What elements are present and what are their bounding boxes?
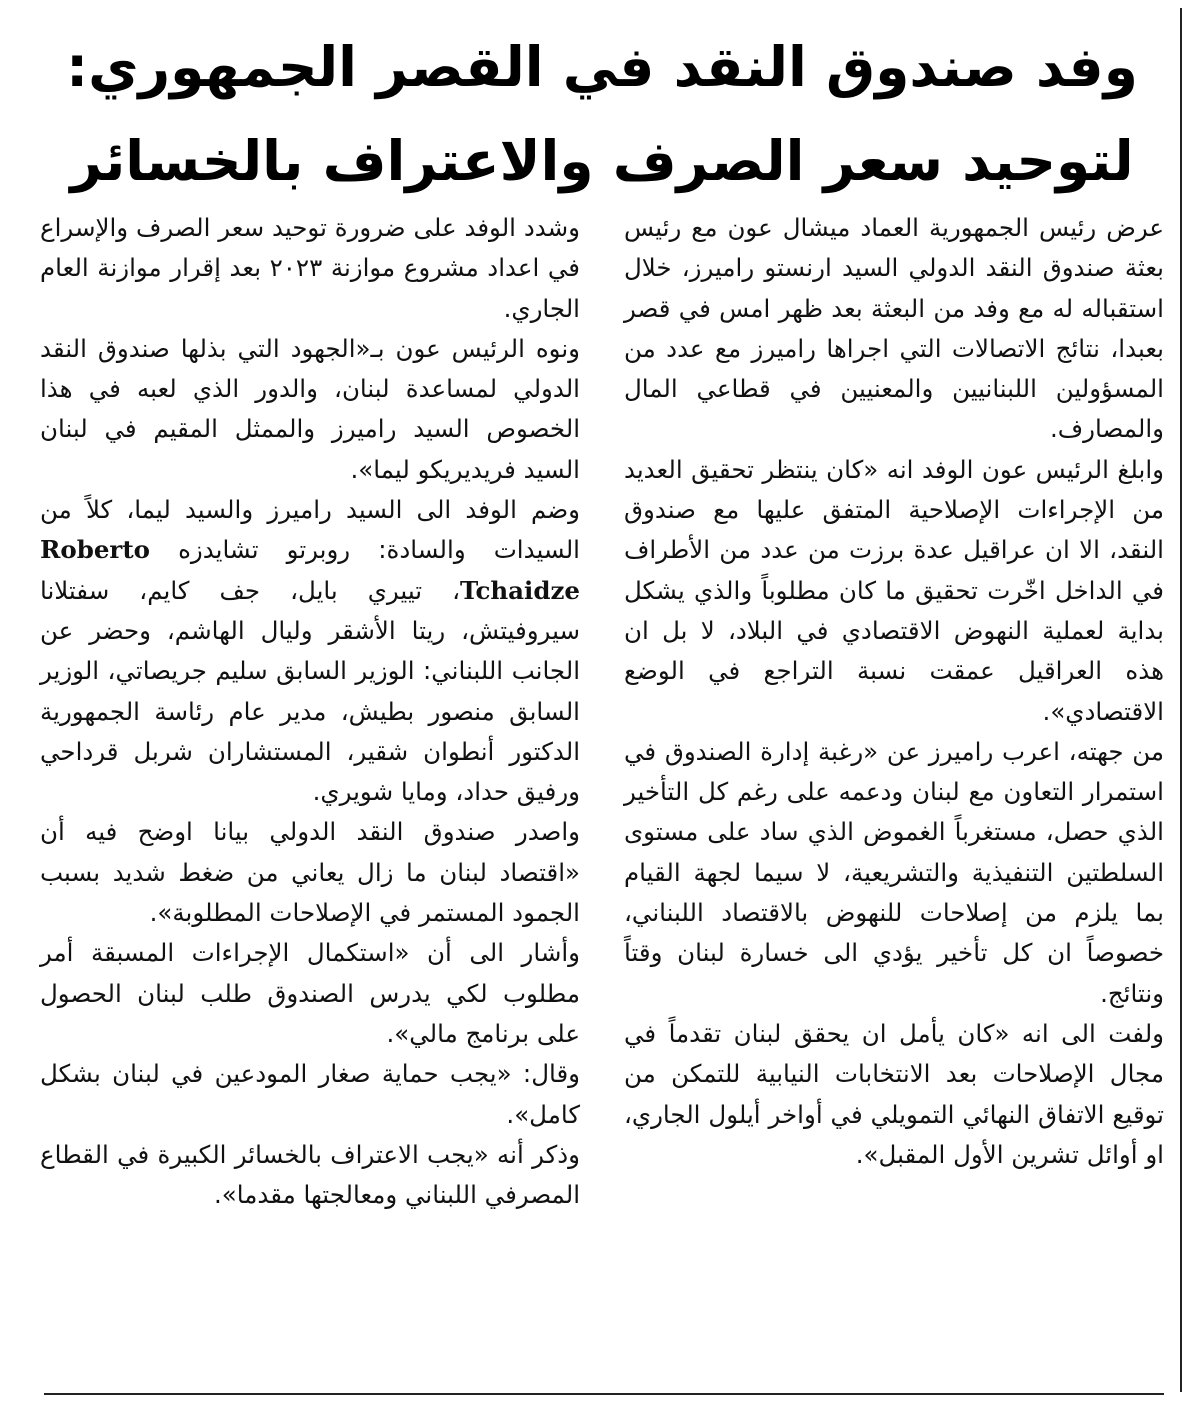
paragraph-depositors: وقال: «يجب حماية صغار المودعين في لبنان بشكل كامل». — [40, 1059, 580, 1129]
paragraph-thanks: ونوه الرئيس عون بـ«الجهود التي بذلها صندوق النقد الدولي لمساعدة لبنان، والدور الذي لعبه في هذا الخصوص السيد راميرز والممثل المقيم في لبنان السيد فريديريكو ليما». — [40, 333, 580, 484]
paragraph-exchange-rate: وشدد الوفد على ضرورة توحيد سعر الصرف والإسراع في اعداد مشروع موازنة ٢٠٢٣ بعد إقرار موازنة العام الجاري. — [40, 213, 581, 323]
paragraph-aoun-statement: وابلغ الرئيس عون الوفد انه «كان ينتظر تحقيق العديد من الإجراءات الإصلاحية المتفق عليها مع صندوق النقد، الا ان عراقيل عدة برزت من عدد من الأطراف في الداخل اخّرت تحقيق ما كان مطلوباً والذي يشكل بداية لعملية النهوض الاقتصادي في البلاد، لا بل ان هذه العراقيل عمقت نسبة التراجع في الوضع الاقتصادي». — [624, 454, 1164, 726]
delegation-intro: وضم الوفد الى السيد راميرز والسيد ليما، كلاً من السيدات والسادة: روبرتو تشايدزه — [40, 495, 580, 565]
column-right — [624, 208, 1164, 1215]
bottom-rule — [44, 1393, 1164, 1395]
paragraph-prior-actions: وأشار الى أن «استكمال الإجراءات المسبقة أمر مطلوب لكي يدرس الصندوق طلب لبنان الحصول على برنامج مالي». — [40, 938, 580, 1048]
latin-name: Roberto Tchaidze — [40, 535, 580, 605]
headline-line-1: وفد صندوق النقد في القصر الجمهوري: — [66, 35, 1138, 99]
paragraph-agreement-timing: ولفت الى انه «كان يأمل ان يحقق لبنان تقدماً في مجال الإصلاحات بعد الانتخابات النيابية للتمكن من توقيع الاتفاق النهائي التمويلي في أواخر أيلول الجاري، او أوائل تشرين الأول المقبل». — [624, 1018, 1164, 1169]
delegation-rest: ، تييري بايل، جف كايم، سفتلانا سيروفيتش، ريتا الأشقر وليال الهاشم، وحضر عن الجانب اللبناني: الوزير السابق سليم جريصاتي، الوزير السابق منصور بطيش، مدير عام رئاسة الجمهورية الدكتور أنطوان شقير، المستشاران شربل قرداحي ورفيق حداد، ومايا شويري. — [40, 575, 580, 807]
page-edge-rule — [1180, 8, 1182, 1392]
paragraph-losses: وذكر أنه «يجب الاعتراف بالخسائر الكبيرة في القطاع المصرفي اللبناني ومعالجتها مقدما». — [40, 1139, 580, 1210]
article-body — [40, 208, 1164, 1215]
paragraph-ramirez-response: من جهته، اعرب راميرز عن «رغبة إدارة الصندوق في استمرار التعاون مع لبنان ودعمه على رغم كل التأخير الذي حصل، مستغرباً الغموض الذي ساد على مستوى السلطتين التنفيذية والتشريعية، لا سيما لجهة القيام بما يلزم من إصلاحات للنهوض بالاقتصاد اللبناني، خصوصاً ان كل تأخير يؤدي الى خسارة لبنان وقتاً ونتائج. — [624, 736, 1164, 1008]
column-left — [40, 208, 580, 1215]
paragraph-imf-statement: واصدر صندوق النقد الدولي بيانا اوضح فيه أن «اقتصاد لبنان ما زال يعاني من ضغط شديد بسبب الجمود المستمر في الإصلاحات المطلوبة». — [40, 817, 580, 928]
article-headline — [40, 20, 1164, 208]
paragraph-delegation-members — [40, 490, 580, 812]
headline-line-2: لتوحيد سعر الصرف والاعتراف بالخسائر — [70, 129, 1134, 193]
paragraph-reception: عرض رئيس الجمهورية العماد ميشال عون مع رئيس بعثة صندوق النقد الدولي السيد ارنستو راميرز، خلال استقباله له مع وفد من البعثة بعد ظهر امس في قصر بعبدا، نتائج الاتصالات التي اجراها راميرز مع عدد من المسؤولين اللبنانيين والمعنيين في قطاعي المال والمصارف. — [624, 213, 1164, 444]
